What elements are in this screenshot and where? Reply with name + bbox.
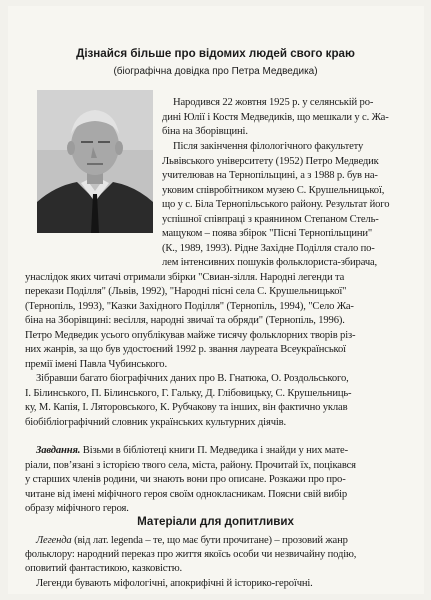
- page-title: Дізнайся більше про відомих людей свого краю: [76, 47, 355, 60]
- bio-line: успішної співпраці з краянином Степаном Стель-: [162, 214, 379, 225]
- bio-line: Народився 22 жовтня 1925 р. у селянській ро-: [173, 97, 374, 108]
- bio-line: ку, М. Капія, І. Ляторовського, К. Рубчакову та інших, він фактично уклав: [25, 402, 348, 413]
- bio-line: уковим співробітником музею С. Крушельницької,: [162, 185, 385, 196]
- bio-line: них жанрів, за що був удостоєний 1992 р. звання лауреата Всеукраїнської: [25, 344, 346, 355]
- bio-line: премії імені Павла Чубинського.: [25, 359, 167, 370]
- portrait-illustration: [37, 90, 153, 233]
- bio-line: (К., 1989, 1993). Рідне Західне Поділля стало по-: [162, 243, 375, 254]
- bio-line: лем інтенсивних пошуків фольклориста-збирача,: [162, 257, 378, 268]
- term-legenda: Легенда: [36, 535, 72, 546]
- materials-line: фольклору: народний переказ про життя якоїсь особи чи незвичайну подію,: [25, 549, 357, 560]
- task-line: образу міфічного героя.: [25, 503, 129, 514]
- section-heading: Матеріали для допитливих: [137, 515, 294, 528]
- bio-line: І. Білинського, П. Білинського, Г. Гальку, Д. Глібовицьку, С. Крушельниць-: [25, 388, 352, 399]
- bio-line: унаслідок яких читачі отримали збірки "Свиан-зілля. Народні легенди та: [25, 272, 345, 283]
- materials-text: (від лат. legenda – те, що має бути прочитане) – прозовий жанр: [71, 535, 348, 546]
- bio-line: мащуком – поява збірок "Пісні Тернопільщини": [162, 228, 373, 239]
- bio-line: Зібравши багато біографічних даних про В. Гнатюка, О. Роздольського,: [36, 373, 349, 384]
- task-line: читане від імені міфічного героя своїм однокласникам. Поясни свій вибір: [25, 489, 348, 500]
- page-subtitle: (біографічна довідка про Петра Медведика): [113, 66, 318, 77]
- bio-line: дині Юлії і Костя Медведиків, що мешкали у с. Жа-: [162, 112, 389, 123]
- bio-line: Львівського університету (1952) Петро Медведик: [162, 156, 379, 167]
- bio-line: біна на Зборівщині: весілля, народні звичаї та обряди" (Тернопіль, 1996).: [25, 315, 345, 326]
- materials-line: оповитий фантастикою, казковістю.: [25, 563, 183, 574]
- task-text: Візьми в бібліотеці книги П. Медведика і знайди у них мате-: [80, 445, 348, 456]
- task-line: у старших членів родини, чи знають вони про описане. Розкажи про про-: [25, 474, 346, 485]
- materials-line: [36, 535, 348, 547]
- bio-line: учителював на Тернопільщині, а з 1988 р. був на-: [162, 170, 378, 181]
- materials-line: Легенди бувають міфологічні, апокрифічні й історико-героїчні.: [36, 578, 313, 589]
- bio-line: перекази Поділля" (Львів, 1992), "Народні пісні села С. Крушельницької": [25, 286, 347, 297]
- portrait-photo: [37, 90, 153, 233]
- bio-line: біна на Зборівщині.: [162, 126, 248, 137]
- task-line: ріали, пов’язані з історією твого села, міста, району. Прочитай їх, поцікався: [25, 460, 356, 471]
- bio-line: (Тернопіль, 1993), "Казки Західного Поділля" (Тернопіль, 1994), "Село Жа-: [25, 301, 354, 312]
- bio-line: що у с. Біла Тернопільського району. Результат його: [162, 199, 390, 210]
- bio-line: біобібліографічний словник українських культурних діячів.: [25, 417, 287, 428]
- bio-line: Після закінчення філологічного факультету: [173, 141, 364, 152]
- task-line: [36, 445, 348, 457]
- bio-line: Петро Медведик усього опублікував майже тисячу фольклорних творів різ-: [25, 330, 356, 341]
- task-label: Завдання.: [36, 445, 81, 456]
